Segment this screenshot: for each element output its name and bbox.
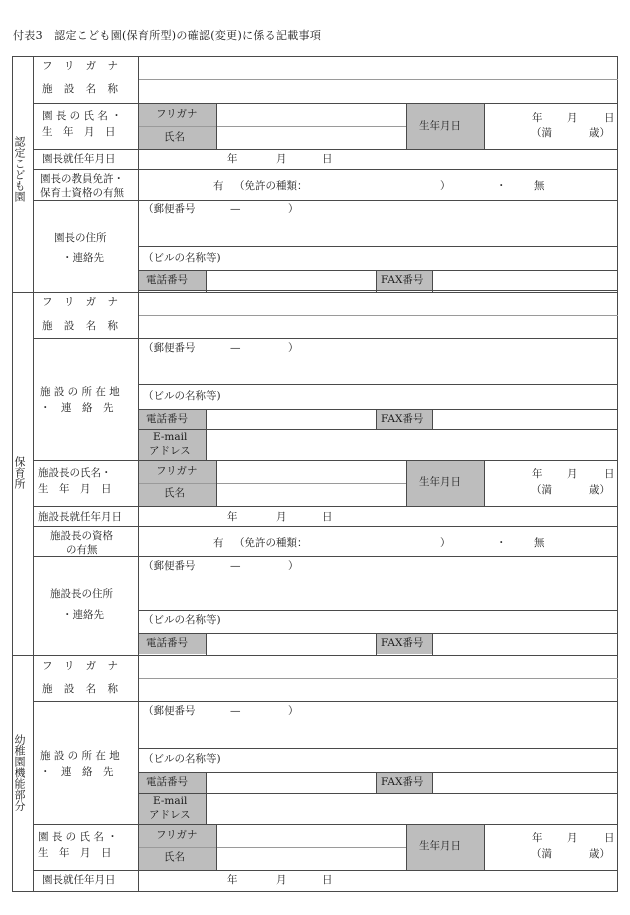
label-director-start: 園長就任年月日 xyxy=(42,153,116,165)
rule-line xyxy=(216,103,217,150)
label-furigana-small: フリガナ xyxy=(156,465,198,477)
label-email: E-mail xyxy=(153,431,188,443)
label-tsuki: 月 xyxy=(567,468,578,480)
label-director-name: 園 長 の 氏 名 ・ xyxy=(42,110,122,122)
rule-line xyxy=(617,56,618,892)
rule-line xyxy=(138,292,139,656)
rule-line xyxy=(138,79,618,80)
label-tsuki: 月 xyxy=(276,153,287,165)
rule-line xyxy=(138,409,618,410)
rule-line xyxy=(376,270,377,293)
label-paren-close: ） xyxy=(440,537,451,549)
label-furigana-small: フリガナ xyxy=(156,829,198,841)
label-birthdate: 生年月日 xyxy=(419,120,461,132)
label-postal: （郵便番号 xyxy=(143,203,196,215)
label-facility-name: 施 設 名 称 xyxy=(42,683,123,695)
label-postal-dash: — xyxy=(230,705,241,717)
rule-line xyxy=(138,246,618,247)
label-age-open: （満 xyxy=(531,484,552,496)
label-building: （ビルの名称等) xyxy=(143,390,221,402)
label-building: （ビルの名称等) xyxy=(143,614,221,626)
label-birthdate: 生年月日 xyxy=(419,476,461,488)
label-email-2: アドレス xyxy=(149,445,191,457)
rule-line xyxy=(12,56,618,57)
rule-line xyxy=(484,824,485,871)
label-facility-name: 施 設 名 称 xyxy=(42,320,123,332)
label-facility-name: 施 設 名 称 xyxy=(42,83,123,95)
section-label-kodomoen: 認定こども園 xyxy=(13,136,26,202)
form-table xyxy=(12,56,618,892)
rule-line xyxy=(33,526,618,527)
label-license-kind: （免許の種類： xyxy=(234,180,308,192)
rule-line xyxy=(376,409,377,430)
rule-line xyxy=(138,429,618,430)
rule-line xyxy=(216,460,217,507)
rule-line xyxy=(138,384,618,385)
rule-line xyxy=(33,506,618,507)
label-postal-close: ） xyxy=(288,560,299,572)
rule-line xyxy=(33,103,618,104)
label-hi: 日 xyxy=(604,112,615,124)
label-head-name: 施設長の氏名・ xyxy=(38,467,112,479)
label-email-2: アドレス xyxy=(149,809,191,821)
label-license-2: 保育士資格の有無 xyxy=(40,187,124,199)
label-director-birth: 生 年 月 日 xyxy=(42,126,116,138)
rule-line xyxy=(138,610,618,611)
rule-line xyxy=(33,169,618,170)
rule-line xyxy=(138,748,618,749)
section-label-youchien: 幼稚園機能部分 xyxy=(13,734,26,811)
label-hi: 日 xyxy=(322,511,333,523)
rule-line xyxy=(216,824,217,871)
label-location: 施 設 の 所 在 地 xyxy=(40,750,120,762)
label-building: （ビルの名称等) xyxy=(143,753,221,765)
section-label-hoikusho: 保育所 xyxy=(13,456,26,489)
label-shimei: 氏名 xyxy=(164,487,185,499)
label-postal-close: ） xyxy=(288,342,299,354)
rule-line xyxy=(484,103,485,150)
label-phone: 電話番号 xyxy=(146,776,188,788)
rule-line xyxy=(138,483,407,484)
label-dot: ・ xyxy=(496,180,507,192)
label-postal-dash: — xyxy=(230,560,241,572)
rule-line xyxy=(206,772,207,825)
rule-line xyxy=(12,891,618,892)
label-hi: 日 xyxy=(604,468,615,480)
label-fax: FAX番号 xyxy=(381,776,424,788)
label-nashi: 無 xyxy=(534,537,545,549)
rule-line xyxy=(12,292,618,293)
label-fax: FAX番号 xyxy=(381,637,424,649)
label-head-qual: 施設長の資格 xyxy=(50,530,113,542)
label-tsuki: 月 xyxy=(567,832,578,844)
label-age-close: 歳） xyxy=(589,484,610,496)
label-hi: 日 xyxy=(322,153,333,165)
label-tsuki: 月 xyxy=(567,112,578,124)
rule-line xyxy=(138,290,618,291)
label-postal: （郵便番号 xyxy=(143,342,196,354)
label-head-qual-2: の有無 xyxy=(66,544,98,556)
rule-line xyxy=(33,824,618,825)
label-license: 園長の教員免許・ xyxy=(40,173,124,185)
label-tsuki: 月 xyxy=(276,511,287,523)
label-phone: 電話番号 xyxy=(146,413,188,425)
rule-line xyxy=(138,772,618,773)
label-location-2: ・ 連 絡 先 xyxy=(40,402,114,414)
rule-line xyxy=(138,270,618,271)
rule-line xyxy=(138,56,139,293)
rule-line xyxy=(138,793,618,794)
rule-line xyxy=(138,678,618,679)
label-license-kind: （免許の種類： xyxy=(234,537,308,549)
rule-line xyxy=(138,126,407,127)
label-fax: FAX番号 xyxy=(381,413,424,425)
label-head-birth: 生 年 月 日 xyxy=(38,483,112,495)
rule-line xyxy=(12,56,13,892)
label-shimei: 氏名 xyxy=(164,851,185,863)
label-postal-close: ） xyxy=(288,705,299,717)
label-nen: 年 xyxy=(227,511,238,523)
label-postal-close: ） xyxy=(288,203,299,215)
rule-line xyxy=(33,460,618,461)
rule-line xyxy=(432,409,433,430)
form-title: 付表3 認定こども園(保育所型)の確認(変更)に係る記載事項 xyxy=(13,29,322,42)
rule-line xyxy=(206,633,207,656)
label-age-open: （満 xyxy=(531,127,552,139)
label-building: （ビルの名称等) xyxy=(143,252,221,264)
rule-line xyxy=(12,655,618,656)
label-head-address: 施設長の住所 xyxy=(50,588,113,600)
rule-line xyxy=(138,655,139,892)
label-hi: 日 xyxy=(322,874,333,886)
label-furigana: フ リ ガ ナ xyxy=(42,296,123,308)
label-postal: （郵便番号 xyxy=(143,705,196,717)
label-director-start: 園長就任年月日 xyxy=(42,874,116,886)
label-phone: 電話番号 xyxy=(146,274,188,286)
label-nen: 年 xyxy=(532,112,543,124)
label-director-name: 園 長 の 氏 名 ・ xyxy=(38,831,118,843)
label-age-close: 歳） xyxy=(589,127,610,139)
label-furigana-small: フリガナ xyxy=(156,108,198,120)
rule-line xyxy=(206,409,207,461)
label-nen: 年 xyxy=(227,874,238,886)
label-director-address-2: ・連絡先 xyxy=(62,252,104,264)
rule-line xyxy=(138,633,618,634)
rule-line xyxy=(33,200,618,201)
rule-line xyxy=(206,270,207,293)
label-furigana: フ リ ガ ナ xyxy=(42,660,123,672)
rule-line xyxy=(138,315,618,316)
rule-line xyxy=(484,460,485,507)
label-age-close: 歳） xyxy=(589,848,610,860)
label-nashi: 無 xyxy=(534,180,545,192)
label-paren-close: ） xyxy=(440,180,451,192)
label-furigana: フ リ ガ ナ xyxy=(42,60,123,72)
rule-line xyxy=(33,149,618,150)
label-postal: （郵便番号 xyxy=(143,560,196,572)
rule-line xyxy=(33,338,618,339)
rule-line xyxy=(376,772,377,794)
label-nen: 年 xyxy=(532,832,543,844)
rule-line xyxy=(406,103,407,150)
rule-line xyxy=(33,870,618,871)
label-head-address-2: ・連絡先 xyxy=(62,609,104,621)
label-director-birth: 生 年 月 日 xyxy=(38,847,112,859)
label-location-2: ・ 連 絡 先 xyxy=(40,766,114,778)
label-email: E-mail xyxy=(153,795,188,807)
label-dot: ・ xyxy=(496,537,507,549)
label-age-open: （満 xyxy=(531,848,552,860)
label-fax: FAX番号 xyxy=(381,274,424,286)
rule-line xyxy=(406,824,407,871)
rule-line xyxy=(432,633,433,656)
rule-line xyxy=(33,556,618,557)
rule-line xyxy=(432,270,433,293)
label-postal-dash: — xyxy=(230,203,241,215)
label-ari: 有 xyxy=(213,180,224,192)
rule-line xyxy=(33,56,34,892)
label-ari: 有 xyxy=(213,537,224,549)
label-nen: 年 xyxy=(227,153,238,165)
label-director-address: 園長の住所 xyxy=(54,232,107,244)
rule-line xyxy=(432,772,433,794)
rule-line xyxy=(406,460,407,507)
label-head-start: 施設長就任年月日 xyxy=(38,511,122,523)
label-location: 施 設 の 所 在 地 xyxy=(40,386,120,398)
label-nen: 年 xyxy=(532,468,543,480)
label-phone: 電話番号 xyxy=(146,637,188,649)
label-birthdate: 生年月日 xyxy=(419,840,461,852)
label-shimei: 氏名 xyxy=(164,131,185,143)
label-postal-dash: — xyxy=(230,342,241,354)
rule-line xyxy=(376,633,377,656)
label-hi: 日 xyxy=(604,832,615,844)
label-tsuki: 月 xyxy=(276,874,287,886)
rule-line xyxy=(33,701,618,702)
rule-line xyxy=(138,847,407,848)
